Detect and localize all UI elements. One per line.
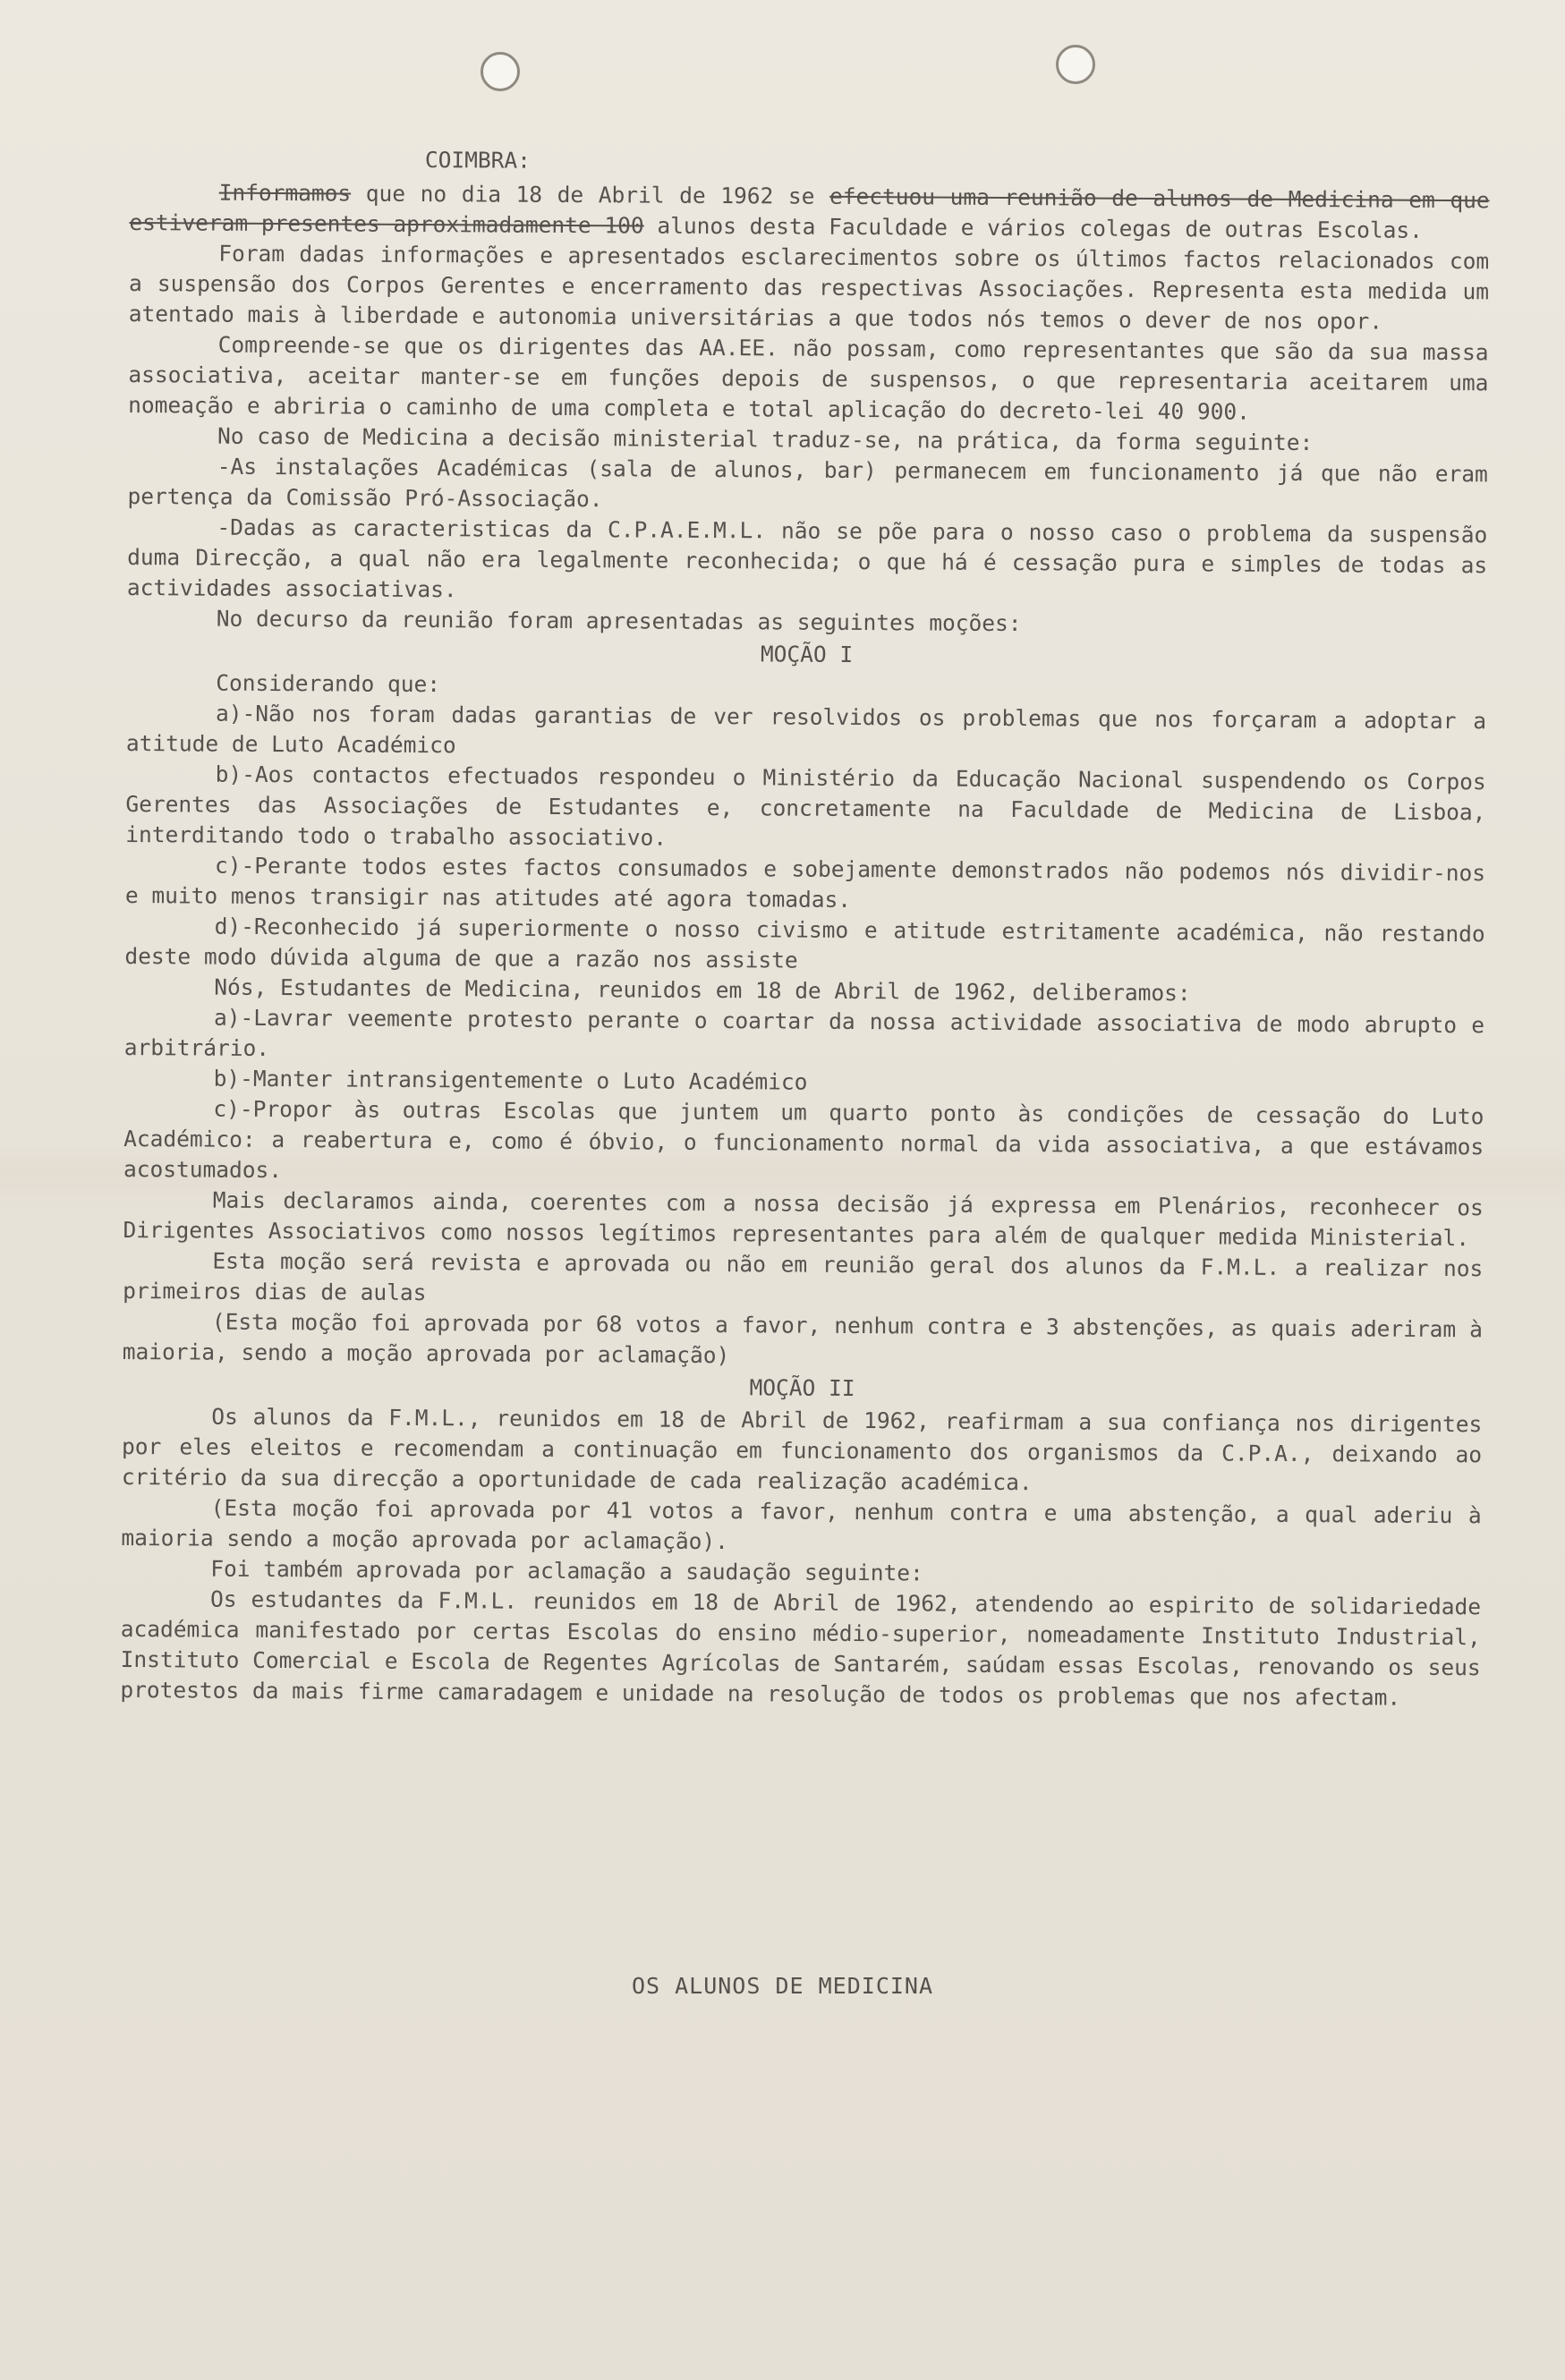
greeting-text: Os estudantes da F.M.L. reunidos em 18 de Abril de 1962, atendendo ao espirito de solidariedade académica manifestado por certas Escolas do ensino médio-superior, nomeadamente Instituto Industrial, Instituto Comercial e Escola de Regentes Agrícolas de Santarém, saúdam essas Escolas, renovando os seus protestos da mais firme camaradagem e unidade na resolução de todos os problemas que nos afectam.	[120, 1585, 1482, 1711]
paragraph: -As instalações Académicas (sala de alunos, bar) permanecem em funcionamento já que não eram pertença da Comissão Pró-Associação.	[127, 453, 1488, 513]
motion-1-item: a)-Não nos foram dadas garantias de ver resolvidos os problemas que nos forçaram a adoptar a atitude de Luto Académico	[125, 700, 1487, 759]
intro-text: que no dia 18 de Abril de 1962 se	[351, 180, 830, 209]
motion-1-item: c)-Perante todos estes factos consumados e sobejamente demonstrados não podemos nós dividir-nos e muito menos transigir nas atitudes até agora tomadas.	[124, 852, 1486, 913]
motion-1-lead: Considerando que:	[216, 669, 441, 698]
paragraph: Foram dadas informações e apresentados esclarecimentos sobre os últimos factos relacionados com a suspensão dos Corpos Gerentes e encerramento das respectivas Associações. Representa esta medida um atentado mais à liberdade e autonomia universitárias a que todos nós temos o dever de nos opor.	[128, 240, 1490, 335]
motion-1-decision: c)-Propor às outras Escolas que juntem um quarto ponto às condições de cessação do Luto Académico: a reabertura e, como é óbvio, o funcionamento normal da vida associativa, a que estávamos acostumados.	[123, 1095, 1484, 1184]
paragraph: No decurso da reunião foram apresentadas as seguintes moções:	[216, 605, 1022, 637]
motion-2-title: MOÇÃO II	[749, 1374, 855, 1401]
motion-1-title: MOÇÃO I	[760, 641, 854, 667]
motion-2-body: Os alunos da F.M.L., reunidos em 18 de Abril de 1962, reafirmam a sua confiança nos dirigentes por eles eleitos e recomendam a continuação em funcionamento dos organismos da C.P.A., deixando ao critério da sua direcção a oportunidade de cada realização académica.	[121, 1403, 1483, 1496]
paragraph: -Dadas as caracteristicas da C.P.A.E.M.L. não se põe para o nosso caso o problema da suspensão duma Direcção, a qual não era legalmente reconhecida; o que há é cessação pura e simples de todas as actividades associativas.	[126, 514, 1488, 603]
punch-hole-right	[1056, 45, 1095, 84]
motion-1-decision: a)-Lavrar veemente protesto perante o coartar da nossa actividade associativa de modo abrupto e arbitrário.	[123, 1004, 1485, 1061]
motion-1-resolution: Nós, Estudantes de Medicina, reunidos em 18 de Abril de 1962, deliberamos:	[214, 973, 1191, 1007]
paragraph: Compreende-se que os dirigentes das AA.EE. não possam, como representantes que são da sua massa associativa, aceitar manter-se em funções depois de suspensos, o que representaria aceitarem uma nomeação e abriria o caminho de uma completa e total aplicação do decreto-lei 40 900.	[128, 331, 1489, 425]
place-heading: COIMBRA:	[424, 147, 531, 174]
motion-2-vote: (Esta moção foi aprovada por 41 votos a favor, nenhum contra e uma abstenção, a qual aderiu à maioria sendo a moção aprovada por aclamação).	[121, 1494, 1482, 1555]
document-body	[120, 143, 1490, 1713]
signature-line: OS ALUNOS DE MEDICINA	[631, 1973, 934, 1999]
greeting-intro: Foi também aprovada por aclamação a saudação seguinte:	[210, 1555, 923, 1586]
motion-1-item: d)-Reconhecido já superiormente o nosso civismo e atitude estritamente académica, não restando deste modo dúvida alguma de que a razão nos assiste	[124, 913, 1485, 973]
motion-1-item: b)-Aos contactos efectuados respondeu o Ministério da Educação Nacional suspendendo os Corpos Gerentes das Associações de Estudantes e, concretamente na Faculdade de Medicina de Lisboa, interditando todo o trabalho associativo.	[125, 761, 1486, 851]
punch-hole-left	[481, 52, 520, 91]
intro-paragraph	[129, 177, 1489, 246]
struck-text: Informamos	[218, 179, 352, 207]
paragraph: No caso de Medicina a decisão ministerial traduz-se, na prática, da forma seguinte:	[217, 422, 1314, 456]
motion-1-vote: (Esta moção foi aprovada por 68 votos a favor, nenhum contra e 3 abstenções, as quais aderiram à maioria, sendo a moção aprovada por aclamação)	[122, 1308, 1484, 1369]
motion-1-closing: Esta moção será revista e aprovada ou não em reunião geral dos alunos da F.M.L. a realizar nos primeiros dias de aulas	[123, 1247, 1484, 1306]
motion-1-decision: b)-Manter intransigentemente o Luto Académico	[213, 1065, 808, 1095]
struck-text: efectuou uma reunião de alunos de Medicina em que estiveram presentes aproximadamente 100	[129, 183, 1490, 239]
intro-text: alunos desta Faculdade e vários colegas de outras Escolas.	[643, 212, 1424, 243]
motion-1-closing: Mais declaramos ainda, coerentes com a nossa decisão já expressa em Plenários, reconhecer os Dirigentes Associativos como nossos legítimos representantes para além de qualquer medida Ministerial.	[123, 1186, 1484, 1252]
